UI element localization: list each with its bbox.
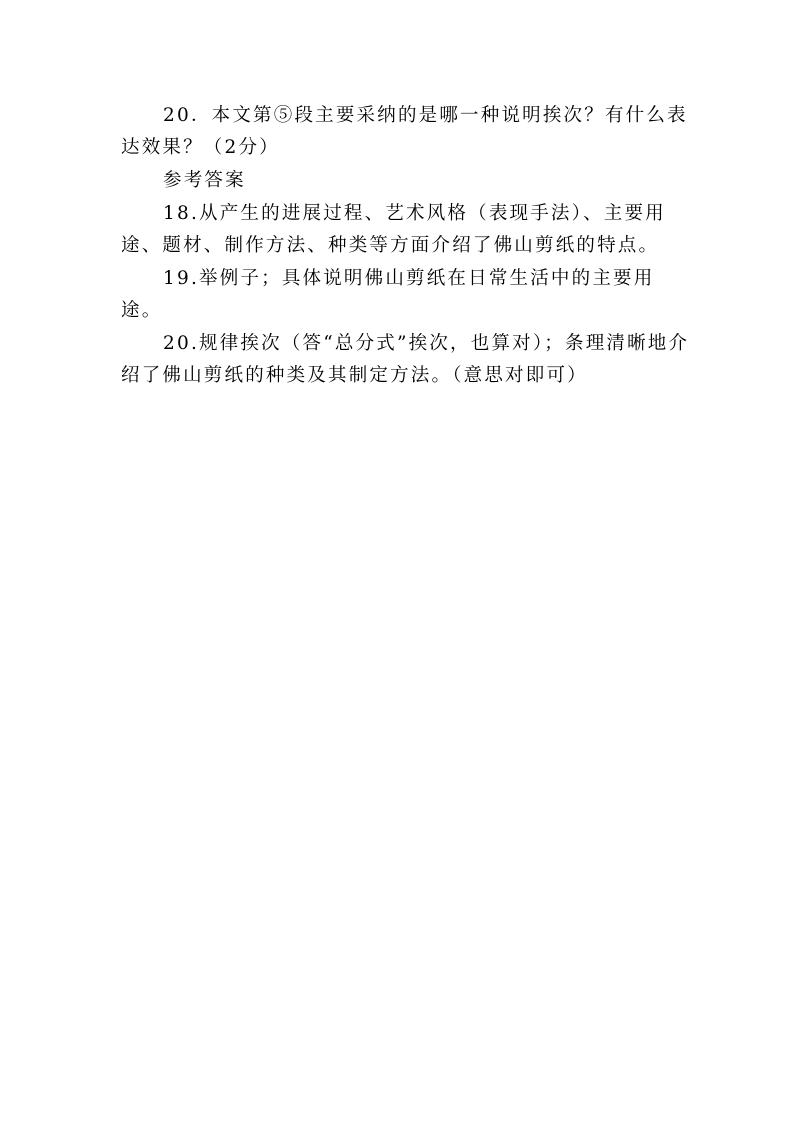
document-body (121, 100, 691, 393)
answer-heading: 参考答案 (163, 170, 246, 191)
question-20: 20．本文第⑤段主要采纳的是哪一种说明挨次？有什么表达效果？（2分） (121, 105, 688, 158)
answer-18: 18.从产生的进展过程、艺术风格（表现手法）、主要用途、题材、制作方法、种类等方面介绍了佛山剪纸的特点。 (121, 203, 666, 256)
answer-19: 19.举例子；具体说明佛山剪纸在日常生活中的主要用途。 (121, 268, 655, 321)
answer-20: 20.规律挨次（答“总分式”挨次，也算对）；条理清晰地介绍了佛山剪纸的种类及其制定方法。（意思对即可） (121, 333, 690, 386)
